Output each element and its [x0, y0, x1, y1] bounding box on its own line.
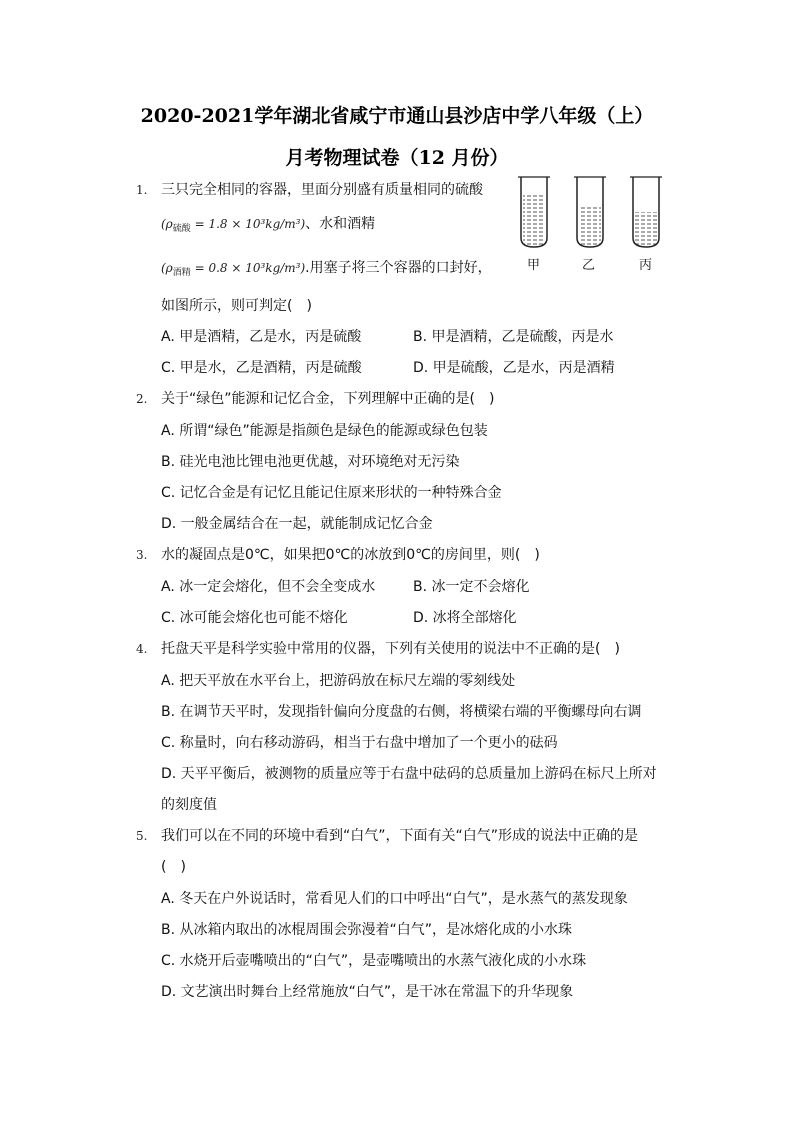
tube-yi — [574, 177, 606, 247]
q5-option-b: B. 从冰箱内取出的冰棍周围会弥漫着“白气”，是冰熔化成的小水珠 — [161, 922, 573, 938]
q5-option-a: A. 冬天在户外说话时，常看见人们的口中呼出“白气”，是水蒸气的蒸发现象 — [161, 891, 628, 907]
question-2-stem: 关于“绿色”能源和记忆合金，下列理解中正确的是( ) — [161, 391, 495, 407]
question-1-stem: 三只完全相同的容器，里面分别盛有质量相同的硫酸 — [161, 182, 483, 198]
q1-option-b: B. 甲是酒精，乙是硫酸，丙是水 — [413, 329, 614, 345]
tube-bing — [630, 177, 662, 247]
question-4-stem: 托盘天平是科学实验中常用的仪器，下列有关使用的说法中不正确的是( ) — [161, 641, 620, 657]
q3-option-a: A. 冰一定会熔化，但不会全变成水 — [161, 579, 376, 595]
question-1-stem-end: 如图所示，则可判定( ) — [161, 298, 312, 314]
exam-title-line1: 2020-2021学年湖北省咸宁市通山县沙店中学八年级（上） — [140, 105, 654, 127]
q3-option-c: C. 冰可能会熔化也可能不熔化 — [161, 610, 348, 626]
q4-option-d-cont: 的刻度值 — [161, 797, 217, 813]
q4-option-b: B. 在调节天平时，发现指针偏向分度盘的右侧，将横梁右端的平衡螺母向右调 — [161, 704, 642, 720]
q1-option-d: D. 甲是硫酸，乙是水，丙是酒精 — [413, 360, 615, 376]
question-1-formula-line1: $(\rho_{硫酸} = 1.8 \times 10^3kg/m^3)$、水和酒精 — [161, 216, 376, 234]
q1-option-c: C. 甲是水，乙是酒精，丙是硫酸 — [161, 360, 362, 376]
q4-option-a: A. 把天平放在水平台上，把游码放在标尺左端的零刻线处 — [161, 673, 516, 689]
test-tubes-figure — [515, 174, 675, 274]
q5-option-d: D. 文艺演出时舞台上经常施放“白气”，是干冰在常温下的升华现象 — [161, 984, 574, 1000]
q2-option-b: B. 硅光电池比锂电池更优越，对环境绝对无污染 — [161, 454, 460, 470]
question-5-stem: 我们可以在不同的环境中看到“白气”，下面有关“白气”形成的说法中正确的是 — [161, 828, 639, 844]
exam-title-line2: 月考物理试卷（12 月份） — [285, 147, 509, 169]
q3-option-b: B. 冰一定不会熔化 — [413, 579, 530, 595]
q5-option-c: C. 水烧开后壶嘴喷出的“白气”，是壶嘴喷出的水蒸气液化成的小水珠 — [161, 953, 587, 969]
question-3-number: 3. — [136, 548, 148, 562]
density-sulfuric-formula: $(\rho_{硫酸} = 1.8 \times 10^3kg/m^3)$ — [161, 217, 306, 234]
question-5-stem-paren: ( ) — [161, 859, 186, 875]
q2-option-a: A. 所谓“绿色”能源是指颜色是绿色的能源或绿色包装 — [161, 423, 488, 439]
question-2-number: 2. — [136, 392, 148, 406]
q2-option-c: C. 记忆合金是有记忆且能记住原来形状的一种特殊合金 — [161, 485, 502, 501]
density-alcohol-formula: $(\rho_{酒精} = 0.8 \times 10^3kg/m^3)$ — [161, 261, 306, 278]
tube-label-bing: 丙 — [639, 258, 653, 273]
q1-option-a: A. 甲是酒精，乙是水，丙是硫酸 — [161, 329, 362, 345]
question-1-number: 1. — [136, 183, 148, 197]
tube-label-jia: 甲 — [527, 258, 541, 273]
q3-option-d: D. 冰将全部熔化 — [413, 610, 517, 626]
tube-label-yi: 乙 — [582, 258, 596, 273]
q4-option-d: D. 天平平衡后，被测物的质量应等于右盘中砝码的总质量加上游码在标尺上所对 — [161, 766, 657, 782]
question-1-formula-line2: $(\rho_{酒精} = 0.8 \times 10^3kg/m^3)$.用塞子将三个容器的口封好， — [161, 260, 492, 278]
question-5-number: 5. — [136, 829, 148, 843]
tube-jia — [518, 177, 550, 247]
question-3-stem: 水的凝固点是0℃，如果把0℃的冰放到0℃的房间里，则( ) — [161, 547, 540, 563]
q2-option-d: D. 一般金属结合在一起，就能制成记忆合金 — [161, 516, 433, 532]
question-4-number: 4. — [136, 642, 148, 656]
q4-option-c: C. 称量时，向右移动游码，相当于右盘中增加了一个更小的砝码 — [161, 735, 558, 751]
